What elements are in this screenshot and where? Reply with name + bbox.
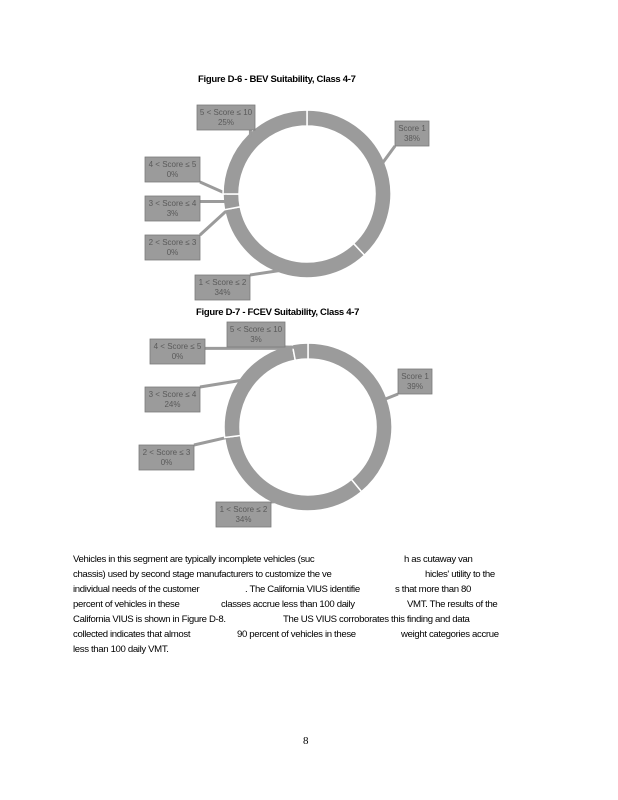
slice-value-label: 3% <box>250 335 262 344</box>
slice-value-label: 38% <box>403 134 421 143</box>
slice-category-label: 3 < Score ≤ 4 <box>148 390 197 399</box>
text-fragment: weight categories accrue <box>401 629 499 640</box>
figure-d7-title: Figure D-7 - FCEV Suitability, Class 4-7 <box>196 307 360 318</box>
donut-slice <box>292 343 308 360</box>
body-line <box>73 612 503 627</box>
text-fragment: VMT. The results of the <box>407 599 498 610</box>
body-line <box>73 552 503 567</box>
leader-line <box>271 501 279 502</box>
slice-category-label: 1 < Score ≤ 2 <box>198 278 247 287</box>
slice-category-label: 2 < Score ≤ 3 <box>148 238 197 247</box>
body-line <box>73 567 503 582</box>
text-fragment: California VIUS is shown in Figure D-8. <box>73 614 226 625</box>
text-fragment: chassis) used by second stage manufacturers to customize the ve <box>73 569 332 580</box>
slice-category-label: 5 < Score ≤ 10 <box>229 325 283 334</box>
text-fragment: classes accrue less than 100 daily <box>221 599 355 610</box>
slice-value-label: 0% <box>166 248 179 257</box>
slice-value-label: 0% <box>171 352 184 361</box>
text-fragment: hicles' utility to the <box>425 569 495 580</box>
slice-value-label: 25% <box>217 118 235 127</box>
slice-category-label: 4 < Score ≤ 5 <box>153 342 202 351</box>
body-paragraph <box>73 552 503 657</box>
page-number: 8 <box>303 735 309 747</box>
slice-category-label: 1 < Score ≤ 2 <box>219 505 268 514</box>
body-line <box>73 597 503 612</box>
slice-category-label: 2 < Score ≤ 3 <box>142 448 191 457</box>
slice-category-label: 5 < Score ≤ 10 <box>199 108 253 117</box>
text-fragment: Vehicles in this segment are typically incomplete vehicles (suc <box>73 554 315 565</box>
text-fragment: collected indicates that almost <box>73 629 191 640</box>
slice-value-label: 0% <box>166 170 179 179</box>
slice-category-label: 3 < Score ≤ 4 <box>148 199 197 208</box>
text-fragment: s that more than 80 <box>395 584 472 595</box>
slice-value-label: 3% <box>166 209 179 218</box>
text-fragment: percent of vehicles in these <box>73 599 180 610</box>
body-line <box>73 582 503 597</box>
donut-slice <box>225 436 362 511</box>
text-fragment: . The California VIUS identifie <box>245 584 360 595</box>
slice-value-label: 39% <box>406 382 424 391</box>
donut-slice <box>308 343 392 492</box>
slice-category-label: Score 1 <box>398 124 426 133</box>
slice-value-label: 34% <box>235 515 252 524</box>
leader-line <box>194 437 229 445</box>
body-line <box>73 642 503 657</box>
figure-d6-title: Figure D-6 - BEV Suitability, Class 4-7 <box>198 74 356 85</box>
slice-value-label: 24% <box>164 400 181 409</box>
slice-value-label: 34% <box>214 288 231 297</box>
text-fragment: less than 100 daily VMT. <box>73 644 169 655</box>
body-line <box>73 627 503 642</box>
slice-value-label: 0% <box>160 458 173 467</box>
slice-category-label: Score 1 <box>401 372 429 381</box>
slice-category-label: 4 < Score ≤ 5 <box>148 160 197 169</box>
donut-slice <box>224 344 295 437</box>
text-fragment: 90 percent of vehicles in these <box>237 629 356 640</box>
text-fragment: individual needs of the customer <box>73 584 200 595</box>
text-fragment: h as cutaway van <box>404 554 473 565</box>
text-fragment: The US VIUS corroborates this finding and data <box>283 614 470 625</box>
